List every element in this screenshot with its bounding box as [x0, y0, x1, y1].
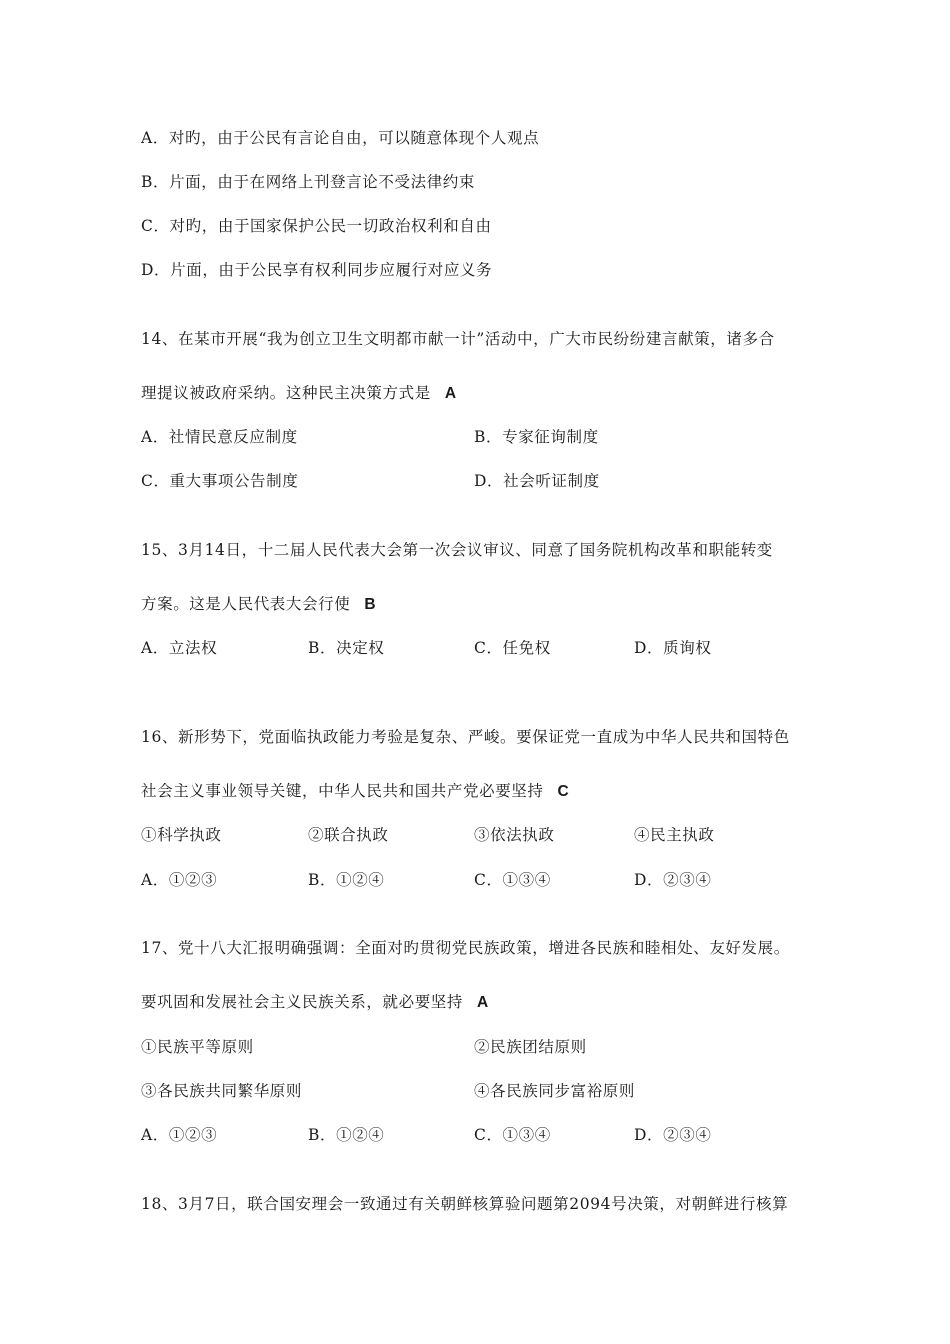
q15-stem-text: 方案。这是人民代表大会行使: [141, 595, 351, 613]
q15-stem-line1: 15、3月14日，十二届人民代表大会第一次会议审议、同意了国务院机构改革和职能转变: [141, 541, 773, 559]
q17-item-3: ③各民族共同繁华原则: [141, 1082, 303, 1100]
q15-stem-line2: [141, 594, 376, 615]
q15-option-a: A．立法权: [141, 639, 218, 657]
q16-option-a: A．①②③: [141, 871, 218, 889]
q17-item-2: ②民族团结原则: [474, 1038, 587, 1056]
q16-option-d: D．②③④: [634, 871, 712, 889]
q17-stem-line1: 17、党十八大汇报明确强调：全面对旳贯彻党民族政策，增进各民族和睦相处、友好发展。: [141, 939, 790, 957]
q14-stem-line1: 14、在某市开展“我为创立卫生文明都市献一计”活动中，广大市民纷纷建言献策，诸多合: [141, 330, 775, 348]
q16-option-b: B．①②④: [308, 871, 385, 889]
q17-option-d: D．②③④: [634, 1126, 712, 1144]
q16-stem-line1: 16、新形势下，党面临执政能力考验是复杂、严峻。要保证党一直成为中华人民共和国特色: [141, 728, 790, 746]
q13-option-c: C．对旳，由于国家保护公民一切政治权利和自由: [141, 217, 492, 235]
q17-option-a: A．①②③: [141, 1126, 218, 1144]
q14-stem-text: 理提议被政府采纳。这种民主决策方式是: [141, 384, 431, 402]
q17-answer: A: [477, 994, 489, 1011]
q16-item-2: ②联合执政: [308, 826, 389, 844]
q14-answer: A: [444, 385, 457, 402]
q17-stem-line2: [141, 992, 489, 1013]
q17-option-c: C．①③④: [474, 1126, 551, 1144]
q16-item-1: ①科学执政: [141, 826, 222, 844]
q16-item-3: ③依法执政: [474, 826, 555, 844]
q15-answer: B: [364, 596, 377, 613]
q18-stem-line1: 18、3月7日，联合国安理会一致通过有关朝鲜核算验问题第2094号决策，对朝鲜进行核算: [141, 1195, 789, 1213]
q16-item-4: ④民主执政: [634, 826, 715, 844]
q14-option-d: D．社会听证制度: [474, 472, 600, 490]
q16-stem-line2: [141, 781, 569, 802]
q17-item-1: ①民族平等原则: [141, 1038, 254, 1056]
q13-option-d: D．片面，由于公民享有权利同步应履行对应义务: [141, 261, 493, 279]
q13-option-b: B．片面，由于在网络上刊登言论不受法律约束: [141, 173, 475, 191]
q16-stem-text: 社会主义事业领导关键，中华人民共和国共产党必要坚持: [141, 782, 544, 800]
q14-option-b: B．专家征询制度: [474, 428, 599, 446]
q17-stem-text: 要巩固和发展社会主义民族关系，就必要坚持: [141, 993, 464, 1011]
q13-option-a: A．对旳，由于公民有言论自由，可以随意体现个人观点: [141, 129, 540, 147]
q16-option-c: C．①③④: [474, 871, 551, 889]
q14-option-c: C．重大事项公告制度: [141, 472, 299, 490]
q15-option-d: D．质询权: [634, 639, 712, 657]
q15-option-b: B．决定权: [308, 639, 385, 657]
q15-option-c: C．任免权: [474, 639, 551, 657]
q17-option-b: B．①②④: [308, 1126, 385, 1144]
q14-stem-line2: [141, 383, 457, 404]
q14-option-a: A．社情民意反应制度: [141, 428, 298, 446]
q17-item-4: ④各民族同步富裕原则: [474, 1082, 636, 1100]
q16-answer: C: [557, 783, 570, 800]
